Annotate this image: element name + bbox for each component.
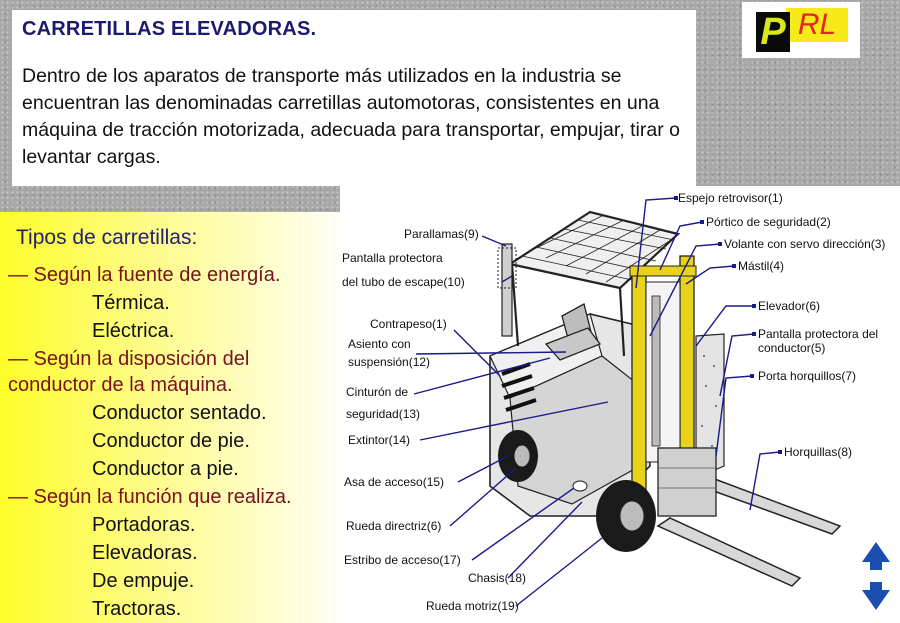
category-driver-line1: — Según la disposición del: [8, 348, 250, 370]
label-mastil: Mástil(4): [738, 259, 785, 273]
prl-logo: [742, 2, 860, 58]
list-item: Conductor sentado.: [92, 402, 267, 424]
list-item: Eléctrica.: [92, 320, 175, 342]
logo-rl: RL: [786, 8, 848, 42]
list-item: De empuje.: [92, 570, 195, 592]
label-chasis: Chasis(18): [468, 571, 527, 585]
up-down-arrows-icon[interactable]: [862, 542, 890, 610]
logo-p: P: [756, 12, 790, 52]
label-extintor: Extintor(14): [348, 433, 411, 447]
label-espejo: Espejo retrovisor(1): [678, 191, 783, 205]
list-item: Conductor de pie.: [92, 430, 250, 452]
category-driver-line2: conductor de la máquina.: [8, 374, 233, 396]
label-pantalla-conductor-2: conductor(5): [758, 341, 826, 355]
label-contrapeso: Contrapeso(1): [370, 317, 447, 331]
list-item: Elevadoras.: [92, 542, 198, 564]
label-cinturon-1: Cinturón de: [346, 385, 409, 399]
label-parallamas: Parallamas(9): [404, 227, 479, 241]
label-estribo: Estribo de acceso(17): [344, 553, 461, 567]
label-asa-acceso: Asa de acceso(15): [344, 475, 445, 489]
list-item: Portadoras.: [92, 514, 196, 536]
forklift-illustration: [340, 186, 900, 623]
label-pantalla-escape-1: Pantalla protectora: [342, 251, 443, 265]
fork-carriage-shape: [658, 448, 716, 516]
label-volante: Volante con servo dirección(3): [724, 237, 886, 251]
category-energy: — Según la fuente de energía.: [8, 264, 281, 286]
list-item: Conductor a pie.: [92, 458, 239, 480]
label-rueda-directriz: Rueda directriz(6): [346, 519, 442, 533]
category-function: — Según la función que realiza.: [8, 486, 292, 508]
intro-panel: [12, 10, 696, 186]
list-item: Tractoras.: [92, 598, 182, 620]
label-pantalla-conductor-1: Pantalla protectora del: [758, 327, 879, 341]
types-panel: [0, 212, 340, 623]
label-elevador: Elevador(6): [758, 299, 821, 313]
intro-text: Dentro de los aparatos de transporte más utilizados en la industria se encuentran las denominadas carretillas automotoras, consistentes en una máquina de tracción motorizada, adecuada para transportar, empujar, tirar o levantar cargas.: [22, 65, 680, 168]
forklift-diagram: [340, 186, 900, 623]
page-title: CARRETILLAS ELEVADORAS.: [22, 18, 317, 40]
label-rueda-motriz: Rueda motriz(19): [426, 599, 519, 613]
types-title: Tipos de carretillas:: [16, 226, 198, 249]
label-asiento-1: Asiento con: [348, 337, 411, 351]
list-item: Térmica.: [92, 292, 170, 314]
label-cinturon-2: seguridad(13): [346, 407, 421, 421]
label-porta-horquillos: Porta horquillos(7): [758, 369, 857, 383]
label-asiento-2: suspensión(12): [348, 355, 431, 369]
label-pantalla-escape-2: del tubo de escape(10): [342, 275, 465, 289]
label-portico: Pórtico de seguridad(2): [706, 215, 831, 229]
label-horquillas: Horquillas(8): [784, 445, 853, 459]
